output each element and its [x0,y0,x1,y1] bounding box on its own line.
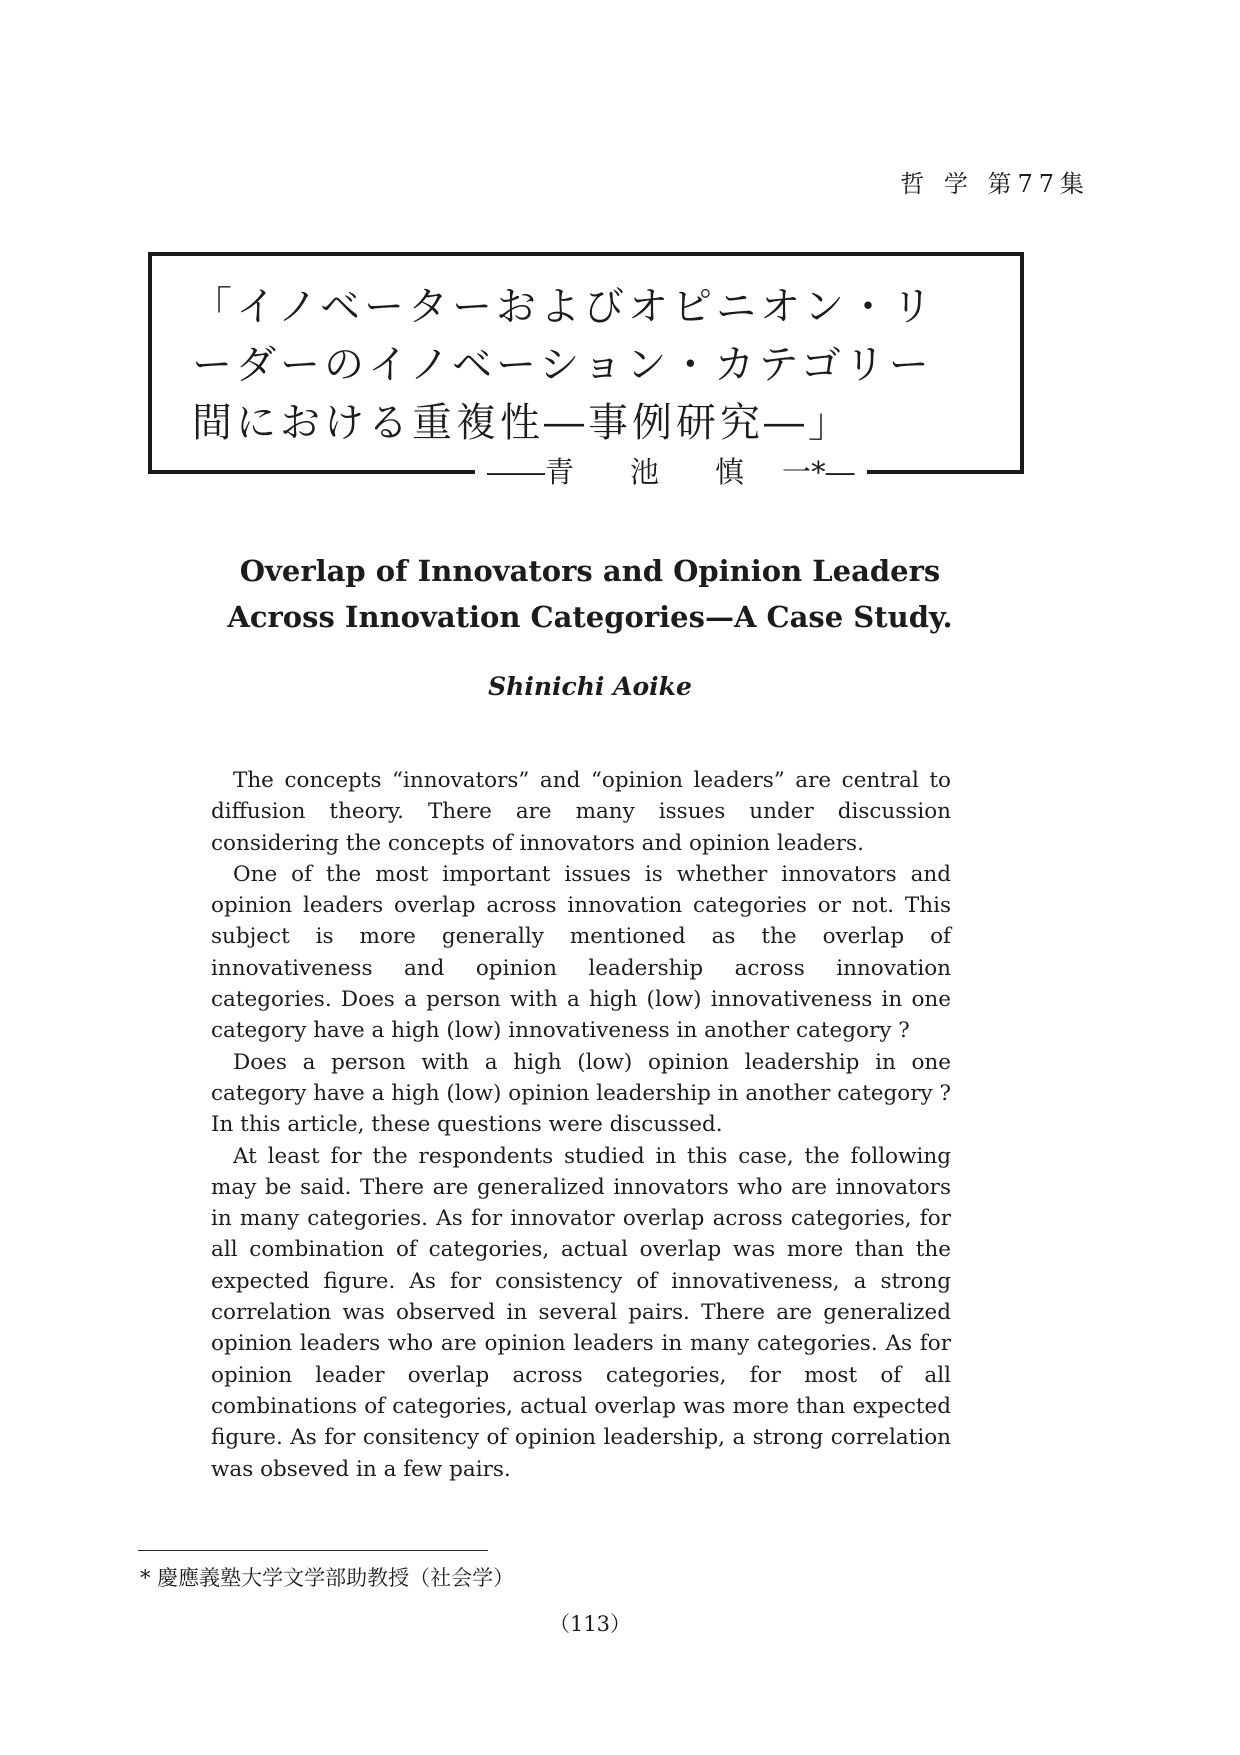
author-jp-dash-left: ―― [487,455,545,489]
abstract-paragraph-3: Does a person with a high (low) opinion leadership in one category have a high (low) opinion leadership in another category ? In this article, these questions were discussed. [211,1049,951,1138]
abstract-paragraph-1: The concepts “innovators” and “opinion leaders” are central to diffusion theory. There are many issues under discussion considering the concepts of innovators and opinion leaders. [211,768,951,856]
author-jp-footnote-marker: * [811,455,826,489]
journal-header: 哲 学 第77集 [900,170,1090,198]
author-jp-char-4: 一 [782,455,812,489]
author-japanese [475,452,867,492]
author-jp-char-2: 池 [630,455,660,489]
japanese-title [192,278,1012,452]
author-english: Shinichi Aoike [488,672,692,701]
english-title [0,548,1180,640]
japanese-title-box [148,252,1024,474]
japanese-title-line-3: 間における重複性―事例研究―」 [192,400,852,446]
english-title-line-2: Across Innovation Categories—A Case Study. [227,600,953,634]
english-title-line-1: Overlap of Innovators and Opinion Leaders [239,554,941,588]
abstract-paragraph-4: At least for the respondents studied in this case, the following may be said. There are generalized innovators who are innovators in many categories. As for innovator overlap across categories, for all combination of categories, actual overlap was more than the expected figure. As for consistency of innovativeness, a strong correlation was observed in several pairs. There are generalized opinion leaders who are opinion leaders in many categories. As for opinion leader overlap across categories, for most of all combinations of categories, actual overlap was more than expected figure. As for consitency of opinion leadership, a strong correlation was obseved in a few pairs. [211,1143,951,1482]
author-jp-char-1: 青 [545,455,575,489]
author-jp-dash-right: ― [825,455,855,489]
abstract [211,765,951,1485]
footnote: * 慶應義塾大学文学部助教授（社会学） [140,1566,515,1590]
page-number: （113） [548,1612,632,1636]
abstract-paragraph-2: One of the most important issues is whether innovators and opinion leaders overlap across innovation categories or not. This subject is more generally mentioned as the overlap of innovativeness and opinion leadership across innovation categories. Does a person with a high (low) innovativeness in one category have a high (low) innovativeness in another category ? [211,861,951,1044]
japanese-title-line-2: ーダーのイノベーション・カテゴリー [192,342,933,388]
japanese-title-line-1: 「イノベーターおよびオピニオン・リ [192,284,936,330]
author-jp-char-3: 慎 [715,455,745,489]
footnote-divider [138,1550,488,1551]
